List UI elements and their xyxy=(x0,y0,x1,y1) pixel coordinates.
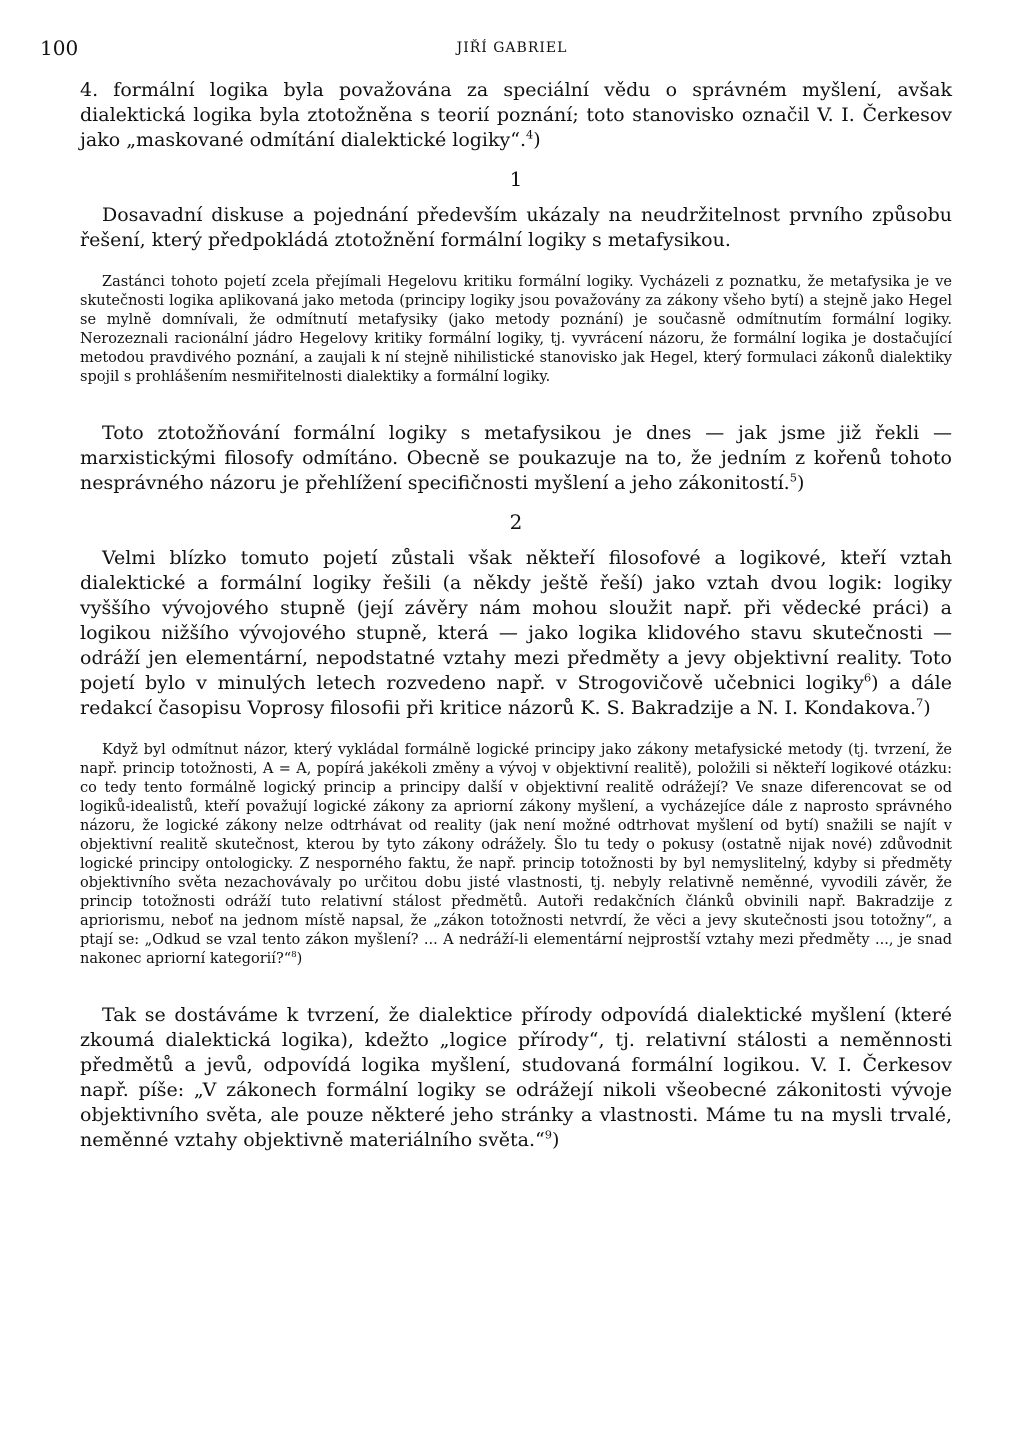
paragraph-text: 4. formální logika byla považována za speciální vědu o správném myšlení, avšak dialektická logika byla ztotožněna s teorií poznání; toto stanovisko označil V. I. Čerkesov jako „maskované odmítání dialektické logiky“. xyxy=(80,79,952,151)
running-head: JIŘÍ GABRIEL xyxy=(456,40,568,56)
footnote-paren: ) xyxy=(296,951,303,967)
page-content xyxy=(80,78,952,1153)
section-1-paragraph-1: Dosavadní diskuse a pojednání především ukázaly na neudržitelnost prvního způsobu řešení, který předpokládá ztotožnění formální logiky s metafysikou. xyxy=(80,204,952,251)
paragraph-text: Tak se dostáváme k tvrzení, že dialektice přírody odpovídá dialektické myšlení (které zkoumá dialektická logika), kdežto „logice přírody“, tj. relativní stálosti a neměnnosti předmětů a jevů, odpovídá logika myšlení, studovaná formální logikou. V. I. Čerkesov např. píše: „V zákonech formální logiky se odrážejí nikoli všeobecné zákonitosti vývoje objektivního světa, ale pouze některé jeho stránky a vlastnosti. Máme tu na mysli trvalé, neměnné vztahy objektivně materiálního světa.“ xyxy=(80,1004,952,1151)
footnote-paren: ) xyxy=(551,1129,560,1151)
footnote-paren: ) xyxy=(533,129,541,151)
section-2-paragraph-2 xyxy=(80,1003,952,1153)
section-heading-2: 2 xyxy=(509,510,523,534)
section-1-small-paragraph: Zastánci tohoto pojetí zcela přejímali Hegelovu kritiku formální logiky. Vycházeli z poznatku, že metafysika je ve skutečnosti logika aplikovaná jako metoda (principy logiky jsou považovány za zákony všeho bytí) a stejně jako Hegel se mylně domnívali, že odmítnutí metafysiky (jako metody poznání) je současně odmítnutím formální logiky. Nerozeznali racionální jádro Hegelovy kritiky formální logiky, tj. vyvrácení názoru, že formální logika je dostačující metodou pravdivého poznání, a zaujali k ní stejně nihilistické stanovisko jak Hegel, který formulaci zákonů dialektiky spojil s prohlášením nesmiřitelnosti dialektiky a formální logiky. xyxy=(80,274,952,385)
paragraph-text: Toto ztotožňování formální logiky s metafysikou je dnes — jak jsme již řekli — marxistickými filosofy odmítáno. Obecně se poukazuje na to, že jedním z kořenů tohoto nesprávného názoru je přehlížení specifičnosti myšlení a jeho zákonitostí. xyxy=(80,422,952,494)
footnote-paren: ) xyxy=(796,472,805,494)
section-1-paragraph-2 xyxy=(80,421,952,496)
section-2-small-paragraph xyxy=(80,741,952,969)
paragraph-text: ) a dále redakcí časopisu Voprosy filosofii při kritice názorů K. S. Bakradzije a N. I. Kondakova. xyxy=(80,672,952,719)
paragraph-text: Velmi blízko tomuto pojetí zůstali však někteří filosofové a logikové, kteří vztah dialektické a formální logiky řešili (a někdy ještě řeší) jako vztah dvou logik: logiky vyššího vývojového stupně (její závěry nám mohou sloužit např. při vědecké práci) a logikou nižšího vývojového stupně, která — jako logika klidového stavu skutečnosti — odráží jen elementární, nepodstatné vztahy mezi předměty a jevy objektivní reality. Toto pojetí bylo v minulých letech rozvedeno např. v Strogovičově učebnici logiky xyxy=(80,547,952,694)
paragraph-point-4 xyxy=(80,78,952,153)
section-heading-1: 1 xyxy=(509,167,523,191)
footnote-ref: 6 xyxy=(863,670,872,685)
footnote-ref: 7 xyxy=(916,695,924,710)
paragraph-text: Když byl odmítnut názor, který vykládal formálně logické principy jako zákony metafysické metody (tj. tvrzení, že např. princip totožnosti, A = A, popírá jakékoli změny a vývoj v objektivní realitě), položili si někteří logikové otázku: co tedy tento formálně logický princip a principy další v objektivní realitě odrážejí? Ve snaze diferencovat se od logiků-idealistů, kteří považují logické zákony za apriorní zákony myšlení, a vycházejíce dále z naprosto správného názoru, že logické zákony nelze odtrhávat od reality (jak není možné odtrhovat myšlení od bytí) snažili se najít v objektivní realitě skutečnost, kterou by tyto zákony odrážely. Šlo tu tedy o pokusy (ostatně nijak nové) zdůvodnit logické principy ontologicky. Z nesporného faktu, že např. princip totožnosti by byl nemyslitelný, kdyby si předměty objektivního světa nezachovávaly po určitou dobu jisté vlastnosti, tj. nebyly relativně neměnné, vyvodili závěr, že princip totožnosti odráží tuto relativní stálost předmětů. Autoři redakčních článků obvinili např. Bakradzije z apriorismu, neboť na jednom místě napsal, že „zákon totožnosti netvrdí, že věci a jevy skutečnosti jsou totožny“, a ptají se: „Odkud se vzal tento zákon myšlení? ... A nedráží-li elementární nejprostší vztahy mezi předměty ..., je snad nakonec apriorní kategorií?“ xyxy=(80,742,952,967)
footnote-ref: 8 xyxy=(291,950,297,961)
footnote-paren: ) xyxy=(923,697,931,719)
page-number: 100 xyxy=(40,36,79,60)
footnote-ref: 9 xyxy=(544,1127,552,1142)
footnote-ref: 5 xyxy=(789,470,797,485)
page-header xyxy=(40,36,984,64)
footnote-ref: 4 xyxy=(526,127,534,142)
section-2-paragraph-1 xyxy=(80,546,952,721)
